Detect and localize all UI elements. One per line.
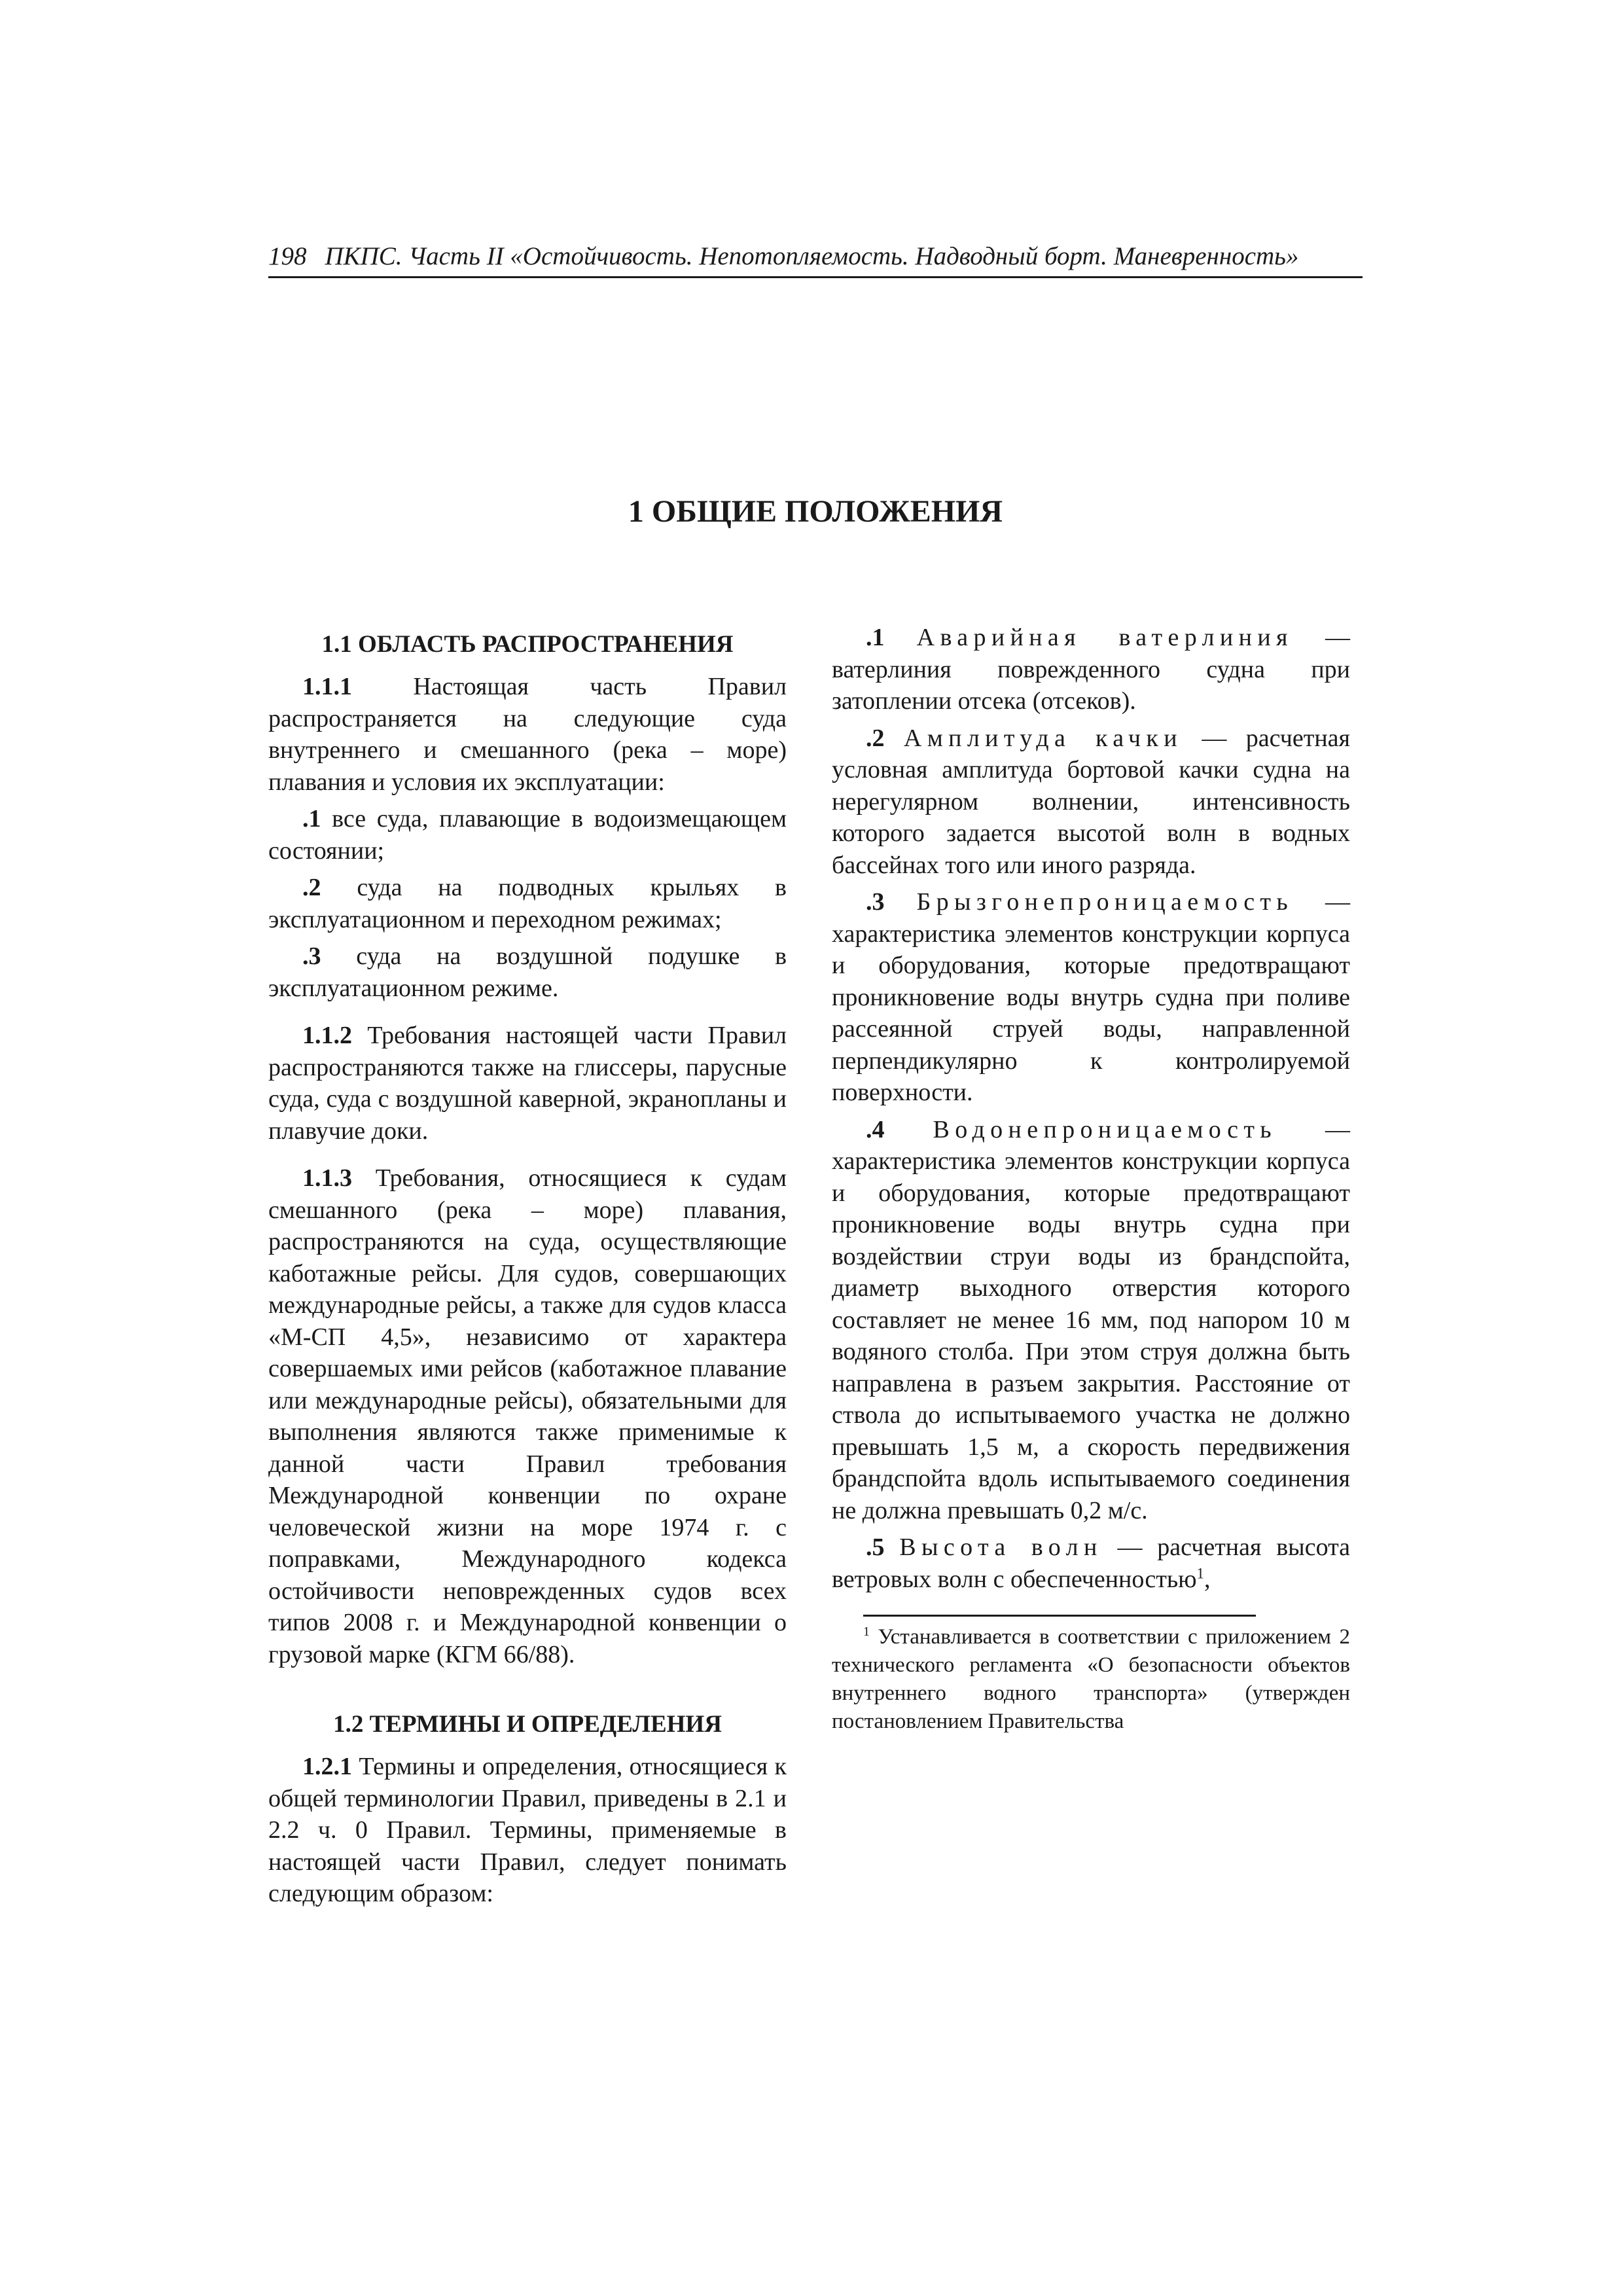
item-text: все суда, плавающие в водоизмещающем состоянии; bbox=[268, 805, 787, 865]
footnote-divider bbox=[863, 1615, 1256, 1617]
definition bbox=[832, 622, 1350, 717]
definition-number: .1 bbox=[866, 624, 885, 651]
paragraph-text: Требования, относящиеся к судам смешанного (река – море) плавания, распространяются на суда, осуществляющие каботажные рейсы. Для судов, совершающих международные рейсы, а также для судов класса «М-СП 4,5», независимо от характера совершаемых ими рейсов (каботажное плавание или международные рейсы), обязательными для выполнения являются также применимые к данной части Правил требования Международной конвенции по охране человеческой жизни на море 1974 г. с поправками, Международного кодекса остойчивости неповрежденных судов всех типов 2008 г. и Международной конвенции о грузовой марке (КГМ 66/88). bbox=[268, 1164, 787, 1668]
running-header bbox=[268, 237, 1363, 278]
definition-term: Водонепроницаемость bbox=[933, 1115, 1277, 1143]
list-item bbox=[268, 872, 787, 935]
footnote-reference: 1 bbox=[1196, 1564, 1204, 1581]
definition bbox=[832, 886, 1350, 1109]
paragraph-1-1-1 bbox=[268, 671, 787, 798]
paragraph-1-1-2 bbox=[268, 1020, 787, 1147]
item-text: суда на подводных крыльях в эксплуатационном и переходном режимах; bbox=[268, 874, 787, 933]
paragraph-number: 1.1.1 bbox=[302, 673, 352, 700]
left-column bbox=[268, 622, 787, 1907]
definition bbox=[832, 1532, 1350, 1595]
item-number: .3 bbox=[302, 942, 321, 970]
definition-term: Высота волн bbox=[899, 1534, 1103, 1561]
definition-term: Амплитуда качки bbox=[903, 724, 1183, 752]
definition bbox=[832, 723, 1350, 882]
definition-term: Аварийная ватерлиния bbox=[916, 624, 1293, 651]
definition-text: — расчетная условная амплитуда бортовой качки судна на нерегулярном волнении, интенсивность которого задается высотой волн в водных бассейнах того или иного разряда. bbox=[832, 724, 1350, 879]
section-heading-1-1: 1.1 ОБЛАСТЬ РАСПРОСТРАНЕНИЯ bbox=[321, 631, 734, 658]
item-text: суда на воздушной подушке в эксплуатационном режиме. bbox=[268, 942, 787, 1002]
paragraph-number: 1.1.3 bbox=[302, 1164, 352, 1192]
definition-number: .3 bbox=[866, 888, 885, 916]
definition-term: Брызгонепроницаемость bbox=[916, 888, 1294, 916]
running-title: ПКПС. Часть II «Остойчивость. Непотопляемость. Надводный борт. Маневренность» bbox=[325, 242, 1299, 270]
paragraph-1-2-1 bbox=[268, 1751, 787, 1910]
paragraph-text: Термины и определения, относящиеся к общей терминологии Правил, приведены в 2.1 и 2.2 ч. 0 Правил. Термины, применяемые в настоящей части Правил, следует понимать следующим образом: bbox=[268, 1753, 787, 1907]
list-item bbox=[268, 803, 787, 867]
footnote bbox=[832, 1623, 1350, 1736]
definition-tail: , bbox=[1204, 1565, 1211, 1593]
page-number: 198 bbox=[268, 242, 307, 270]
paragraph-number: 1.2.1 bbox=[302, 1753, 352, 1780]
definition-number: .2 bbox=[866, 724, 885, 752]
definition-number: .4 bbox=[866, 1115, 885, 1143]
paragraph-number: 1.1.2 bbox=[302, 1022, 352, 1049]
section-heading-1-2: 1.2 ТЕРМИНЫ И ОПРЕДЕЛЕНИЯ bbox=[333, 1711, 722, 1738]
paragraph-1-1-3 bbox=[268, 1162, 787, 1670]
list-item bbox=[268, 941, 787, 1004]
footnote-text: Устанавливается в соответствии с приложением 2 технического регламента «О безопасности объектов внутреннего водного транспорта» (утвержден постановлением Правительства bbox=[832, 1625, 1350, 1733]
chapter-title: 1 ОБЩИЕ ПОЛОЖЕНИЯ bbox=[628, 494, 1003, 529]
definition bbox=[832, 1114, 1350, 1527]
definition-text: — ватерлиния поврежденного судна при затоплении отсека (отсеков). bbox=[832, 624, 1351, 715]
definition-text: — расчетная высота ветровых волн с обеспеченностью bbox=[832, 1534, 1351, 1593]
footnote-marker: 1 bbox=[863, 1624, 870, 1639]
item-number: .2 bbox=[302, 874, 321, 901]
paragraph-text: Требования настоящей части Правил распространяются также на глиссеры, парусные суда, суда с воздушной каверной, экранопланы и плавучие доки. bbox=[268, 1022, 787, 1145]
item-number: .1 bbox=[302, 805, 321, 833]
definition-text: — характеристика элементов конструкции корпуса и оборудования, которые предотвращают проникновение воды внутрь судна при поливе рассеянной струей воды, направленной перпендикулярно к контролируемой поверхности. bbox=[832, 888, 1351, 1106]
paragraph-text: Настоящая часть Правил распространяется на следующие суда внутреннего и смешанного (река – море) плавания и условия их эксплуатации: bbox=[268, 673, 787, 796]
definition-number: .5 bbox=[866, 1534, 885, 1561]
right-column bbox=[832, 622, 1350, 1865]
definition-text: — характеристика элементов конструкции корпуса и оборудования, которые предотвращают проникновение воды внутрь судна при воздействии струи воды из брандспойта, диаметр выходного отверстия которого составляет не менее 16 мм, под напором 10 м водяного столба. При этом струя должна быть направлена в разъем закрытия. Расстояние от ствола до испытываемого участка не должно превышать 1,5 м, а скорость передвижения брандспойта вдоль испытываемого соединения не должна превышать 0,2 м/с. bbox=[832, 1115, 1350, 1524]
